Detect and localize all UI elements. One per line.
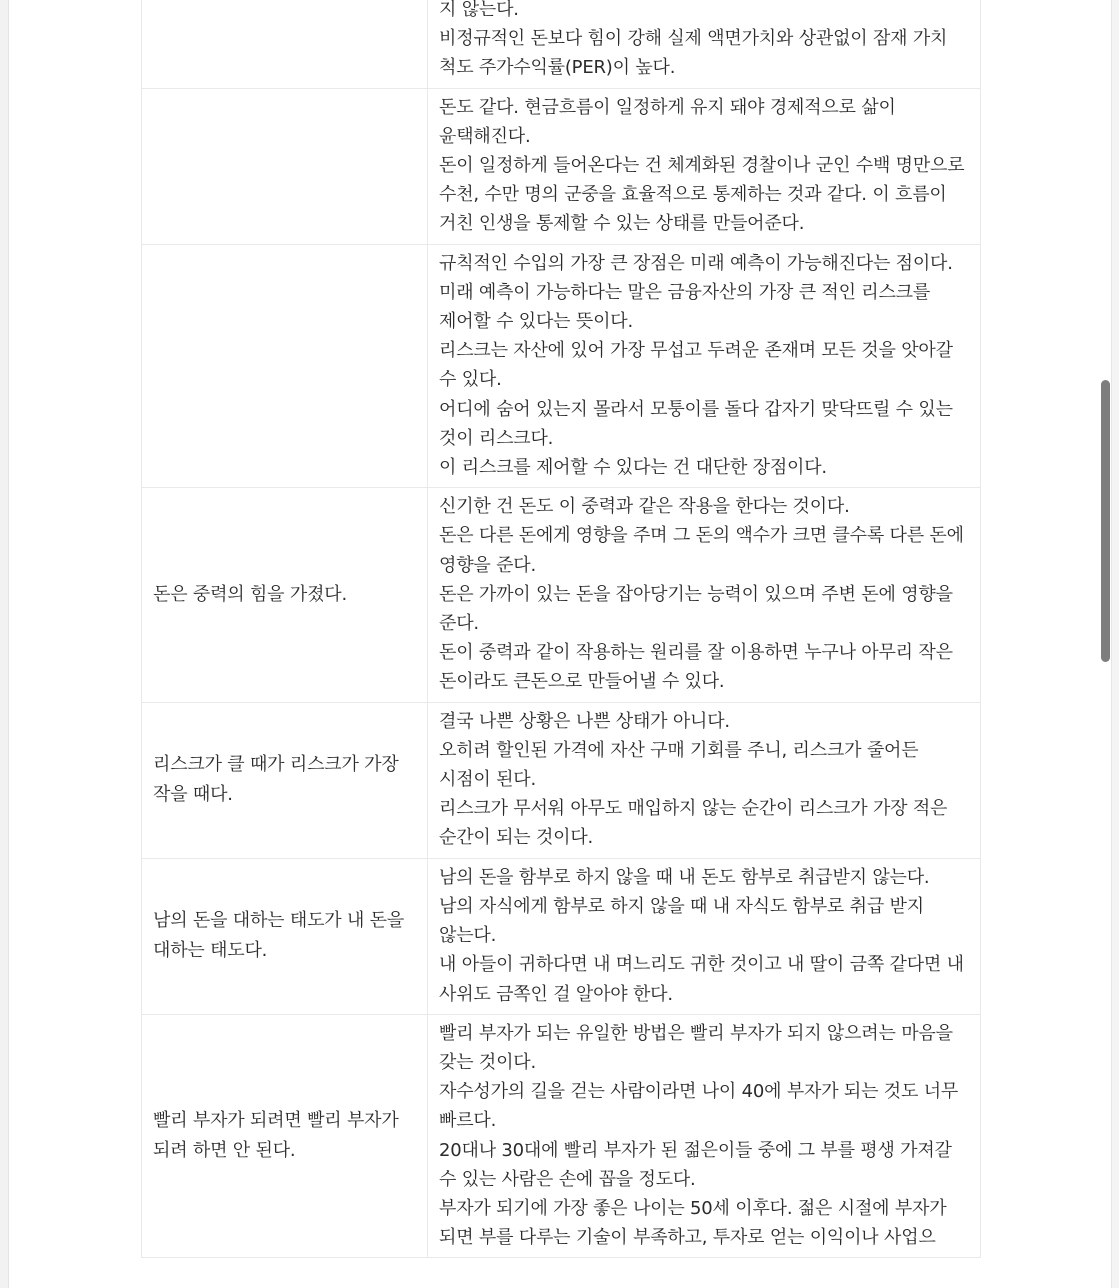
body-paragraph: 남의 자식에게 함부로 하지 않을 때 내 자식도 함부로 취급 받지 않는다. xyxy=(439,895,924,947)
table-row xyxy=(142,244,981,488)
row-title: 돈은 중력의 힘을 가졌다. xyxy=(142,488,428,702)
body-paragraph: 이 리스크를 제어할 수 있다는 건 대단한 장점이다. xyxy=(439,457,827,479)
body-paragraph: 자수성가의 길을 걷는 사람이라면 나이 40에 부자가 되는 것도 너무 빠르다. xyxy=(439,1081,959,1132)
body-paragraph: 오히려 할인된 가격에 자산 구매 기회를 주니, 리스크가 줄어든 시점이 된다. xyxy=(439,739,919,791)
body-paragraph: 돈이 일정하게 들어온다는 건 체계화된 경찰이나 군인 수백 명만으로 수천, 수만 명의 군중을 효율적으로 통제하는 것과 같다. 이 흐름이 거친 인생을 통제할 수 있는 상태를 만들어준다. xyxy=(439,155,965,235)
scrollbar-track[interactable] xyxy=(1111,0,1119,1288)
body-paragraph: 20대나 30대에 빨리 부자가 된 젊은이들 중에 그 부를 평생 가져갈 수 있는 사람은 손에 꼽을 정도다. xyxy=(439,1139,952,1190)
body-paragraph: 돈이 중력과 같이 작용하는 원리를 잘 이용하면 누구나 아무리 작은 돈이라도 큰돈으로 만들어낼 수 있다. xyxy=(439,642,953,693)
row-title xyxy=(142,244,428,488)
table-row xyxy=(142,0,981,88)
body-paragraph: 리스크가 무서워 아무도 매입하지 않는 순간이 리스크가 가장 적은 순간이 되는 것이다. xyxy=(439,798,948,849)
row-body xyxy=(428,858,981,1014)
table-row xyxy=(142,858,981,1014)
body-paragraph: 미래 예측이 가능하다는 말은 금융자산의 가장 큰 적인 리스크를 제어할 수 있다는 뜻이다. xyxy=(439,281,931,333)
table-row xyxy=(142,702,981,858)
row-body xyxy=(428,88,981,244)
row-title: 리스크가 클 때가 리스크가 가장 작을 때다. xyxy=(142,702,428,858)
table-row xyxy=(142,1014,981,1258)
row-title: 남의 돈을 대하는 태도가 내 돈을 대하는 태도다. xyxy=(142,858,428,1014)
row-body xyxy=(428,244,981,488)
body-paragraph: 돈은 가까이 있는 돈을 잡아당기는 능력이 있으며 주변 돈에 영향을 준다. xyxy=(439,583,953,635)
body-paragraph: 부자가 되기에 가장 좋은 나이는 50세 이후다. 젊은 시절에 부자가 되면 부를 다루는 기술이 부족하고, 투자로 얻는 이익이나 사업으 xyxy=(439,1197,947,1249)
scrollbar-thumb[interactable] xyxy=(1101,380,1110,662)
body-paragraph: 지 않는다. xyxy=(439,0,519,20)
body-paragraph: 규칙적인 수입의 가장 큰 장점은 미래 예측이 가능해진다는 점이다. xyxy=(439,252,953,274)
row-body xyxy=(428,702,981,858)
body-paragraph: 신기한 건 돈도 이 중력과 같은 작용을 한다는 것이다. xyxy=(439,496,850,518)
body-paragraph: 남의 돈을 함부로 하지 않을 때 내 돈도 함부로 취급받지 않는다. xyxy=(439,866,930,888)
table-row xyxy=(142,88,981,244)
body-paragraph: 비정규적인 돈보다 힘이 강해 실제 액면가치와 상관없이 잠재 가치 척도 주가수익률(PER)이 높다. xyxy=(439,28,948,79)
body-paragraph: 결국 나쁜 상황은 나쁜 상태가 아니다. xyxy=(439,710,730,732)
row-body xyxy=(428,0,981,88)
row-body xyxy=(428,488,981,702)
table-row xyxy=(142,488,981,702)
left-margin xyxy=(0,0,9,1288)
body-paragraph: 돈도 같다. 현금흐름이 일정하게 유지 돼야 경제적으로 삶이 윤택해진다. xyxy=(439,96,896,147)
row-title xyxy=(142,0,428,88)
row-title: 빨리 부자가 되려면 빨리 부자가 되려 하면 안 된다. xyxy=(142,1014,428,1258)
body-paragraph: 내 아들이 귀하다면 내 며느리도 귀한 것이고 내 딸이 금쪽 같다면 내 사위도 금쪽인 걸 알아야 한다. xyxy=(439,954,964,1005)
row-title xyxy=(142,88,428,244)
body-paragraph: 돈은 다른 돈에게 영향을 주며 그 돈의 액수가 크면 클수록 다른 돈에 영향을 준다. xyxy=(439,525,964,576)
body-paragraph: 리스크는 자산에 있어 가장 무섭고 두려운 존재며 모든 것을 앗아갈 수 있다. xyxy=(439,340,953,391)
body-paragraph: 어디에 숨어 있는지 몰라서 모퉁이를 돌다 갑자기 맞닥뜨릴 수 있는 것이 리스크다. xyxy=(439,398,953,449)
body-paragraph: 빨리 부자가 되는 유일한 방법은 빨리 부자가 되지 않으려는 마음을 갖는 것이다. xyxy=(439,1022,953,1073)
row-body xyxy=(428,1014,981,1258)
content-table xyxy=(141,0,981,1258)
